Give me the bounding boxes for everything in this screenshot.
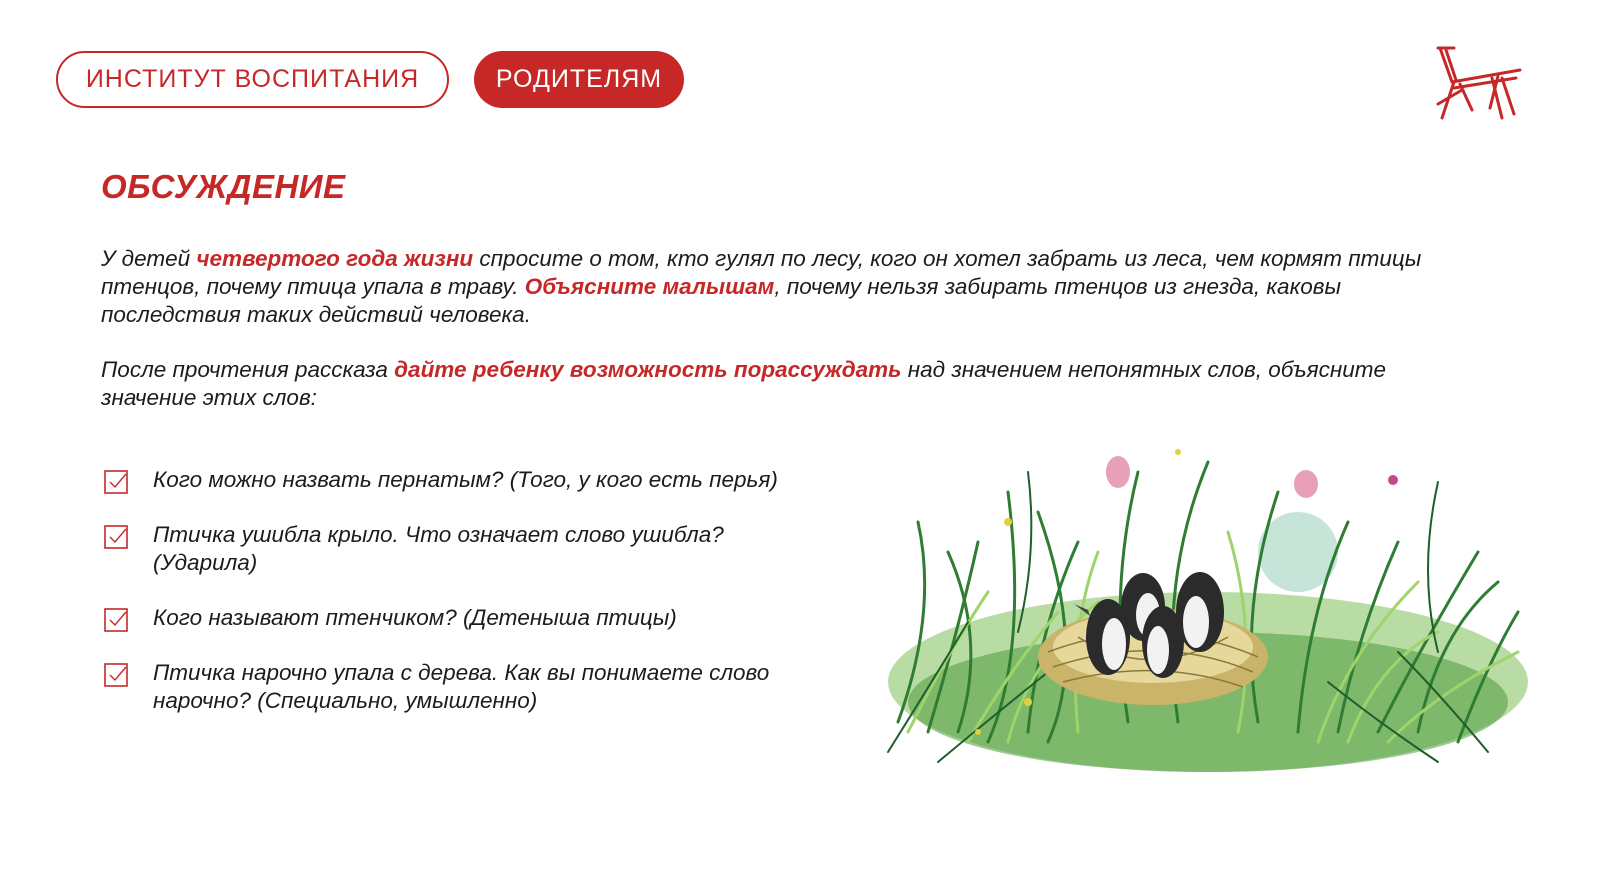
checkbox-icon xyxy=(104,608,128,632)
highlight-text: дайте ребенку возможность порассуждать xyxy=(394,357,902,382)
checkbox-icon xyxy=(104,663,128,687)
question-text: Птичка ушибла крыло. Что означает слово ушибла? (Ударила) xyxy=(153,522,724,575)
question-text: Кого называют птенчиком? (Детеныша птицы) xyxy=(153,605,677,630)
nest-with-chicks-illustration xyxy=(878,432,1532,777)
list-item xyxy=(104,659,804,715)
paragraph-text: После прочтения рассказа xyxy=(101,357,395,382)
paragraph-text: У детей xyxy=(101,246,197,271)
paragraph-text: спросите о том, кто гулял по лесу, кого он хотел забрать из леса, чем кормят птицы птенцов, почему птица упала в траву. xyxy=(101,246,1422,299)
instruction-paragraph xyxy=(101,356,1431,412)
highlight-text: Объясните малышам xyxy=(524,274,775,299)
page-title: ОБСУЖДЕНИЕ xyxy=(101,168,346,205)
highlight-text: четвертого года жизни xyxy=(196,246,474,271)
institute-button[interactable]: ИНСТИТУТ ВОСПИТАНИЯ xyxy=(56,51,449,108)
question-text: Птичка нарочно упала с дерева. Как вы понимаете слово нарочно? (Специально, умышленно) xyxy=(153,660,770,713)
checkbox-icon xyxy=(104,470,128,494)
question-list xyxy=(104,466,804,715)
chair-logo-icon xyxy=(1432,44,1524,122)
list-item xyxy=(104,521,804,577)
parents-button[interactable]: РОДИТЕЛЯМ xyxy=(474,51,684,108)
paragraph-text: над значением непонятных слов, объясните значение этих слов: xyxy=(101,357,1387,410)
list-item xyxy=(104,466,804,494)
intro-paragraph xyxy=(101,245,1431,329)
question-text: Кого можно назвать пернатым? (Того, у кого есть перья) xyxy=(153,467,778,492)
list-item xyxy=(104,604,804,632)
checkbox-icon xyxy=(104,525,128,549)
paragraph-text: , почему нельзя забирать птенцов из гнезда, каковы последствия таких действий человека. xyxy=(101,274,1342,327)
